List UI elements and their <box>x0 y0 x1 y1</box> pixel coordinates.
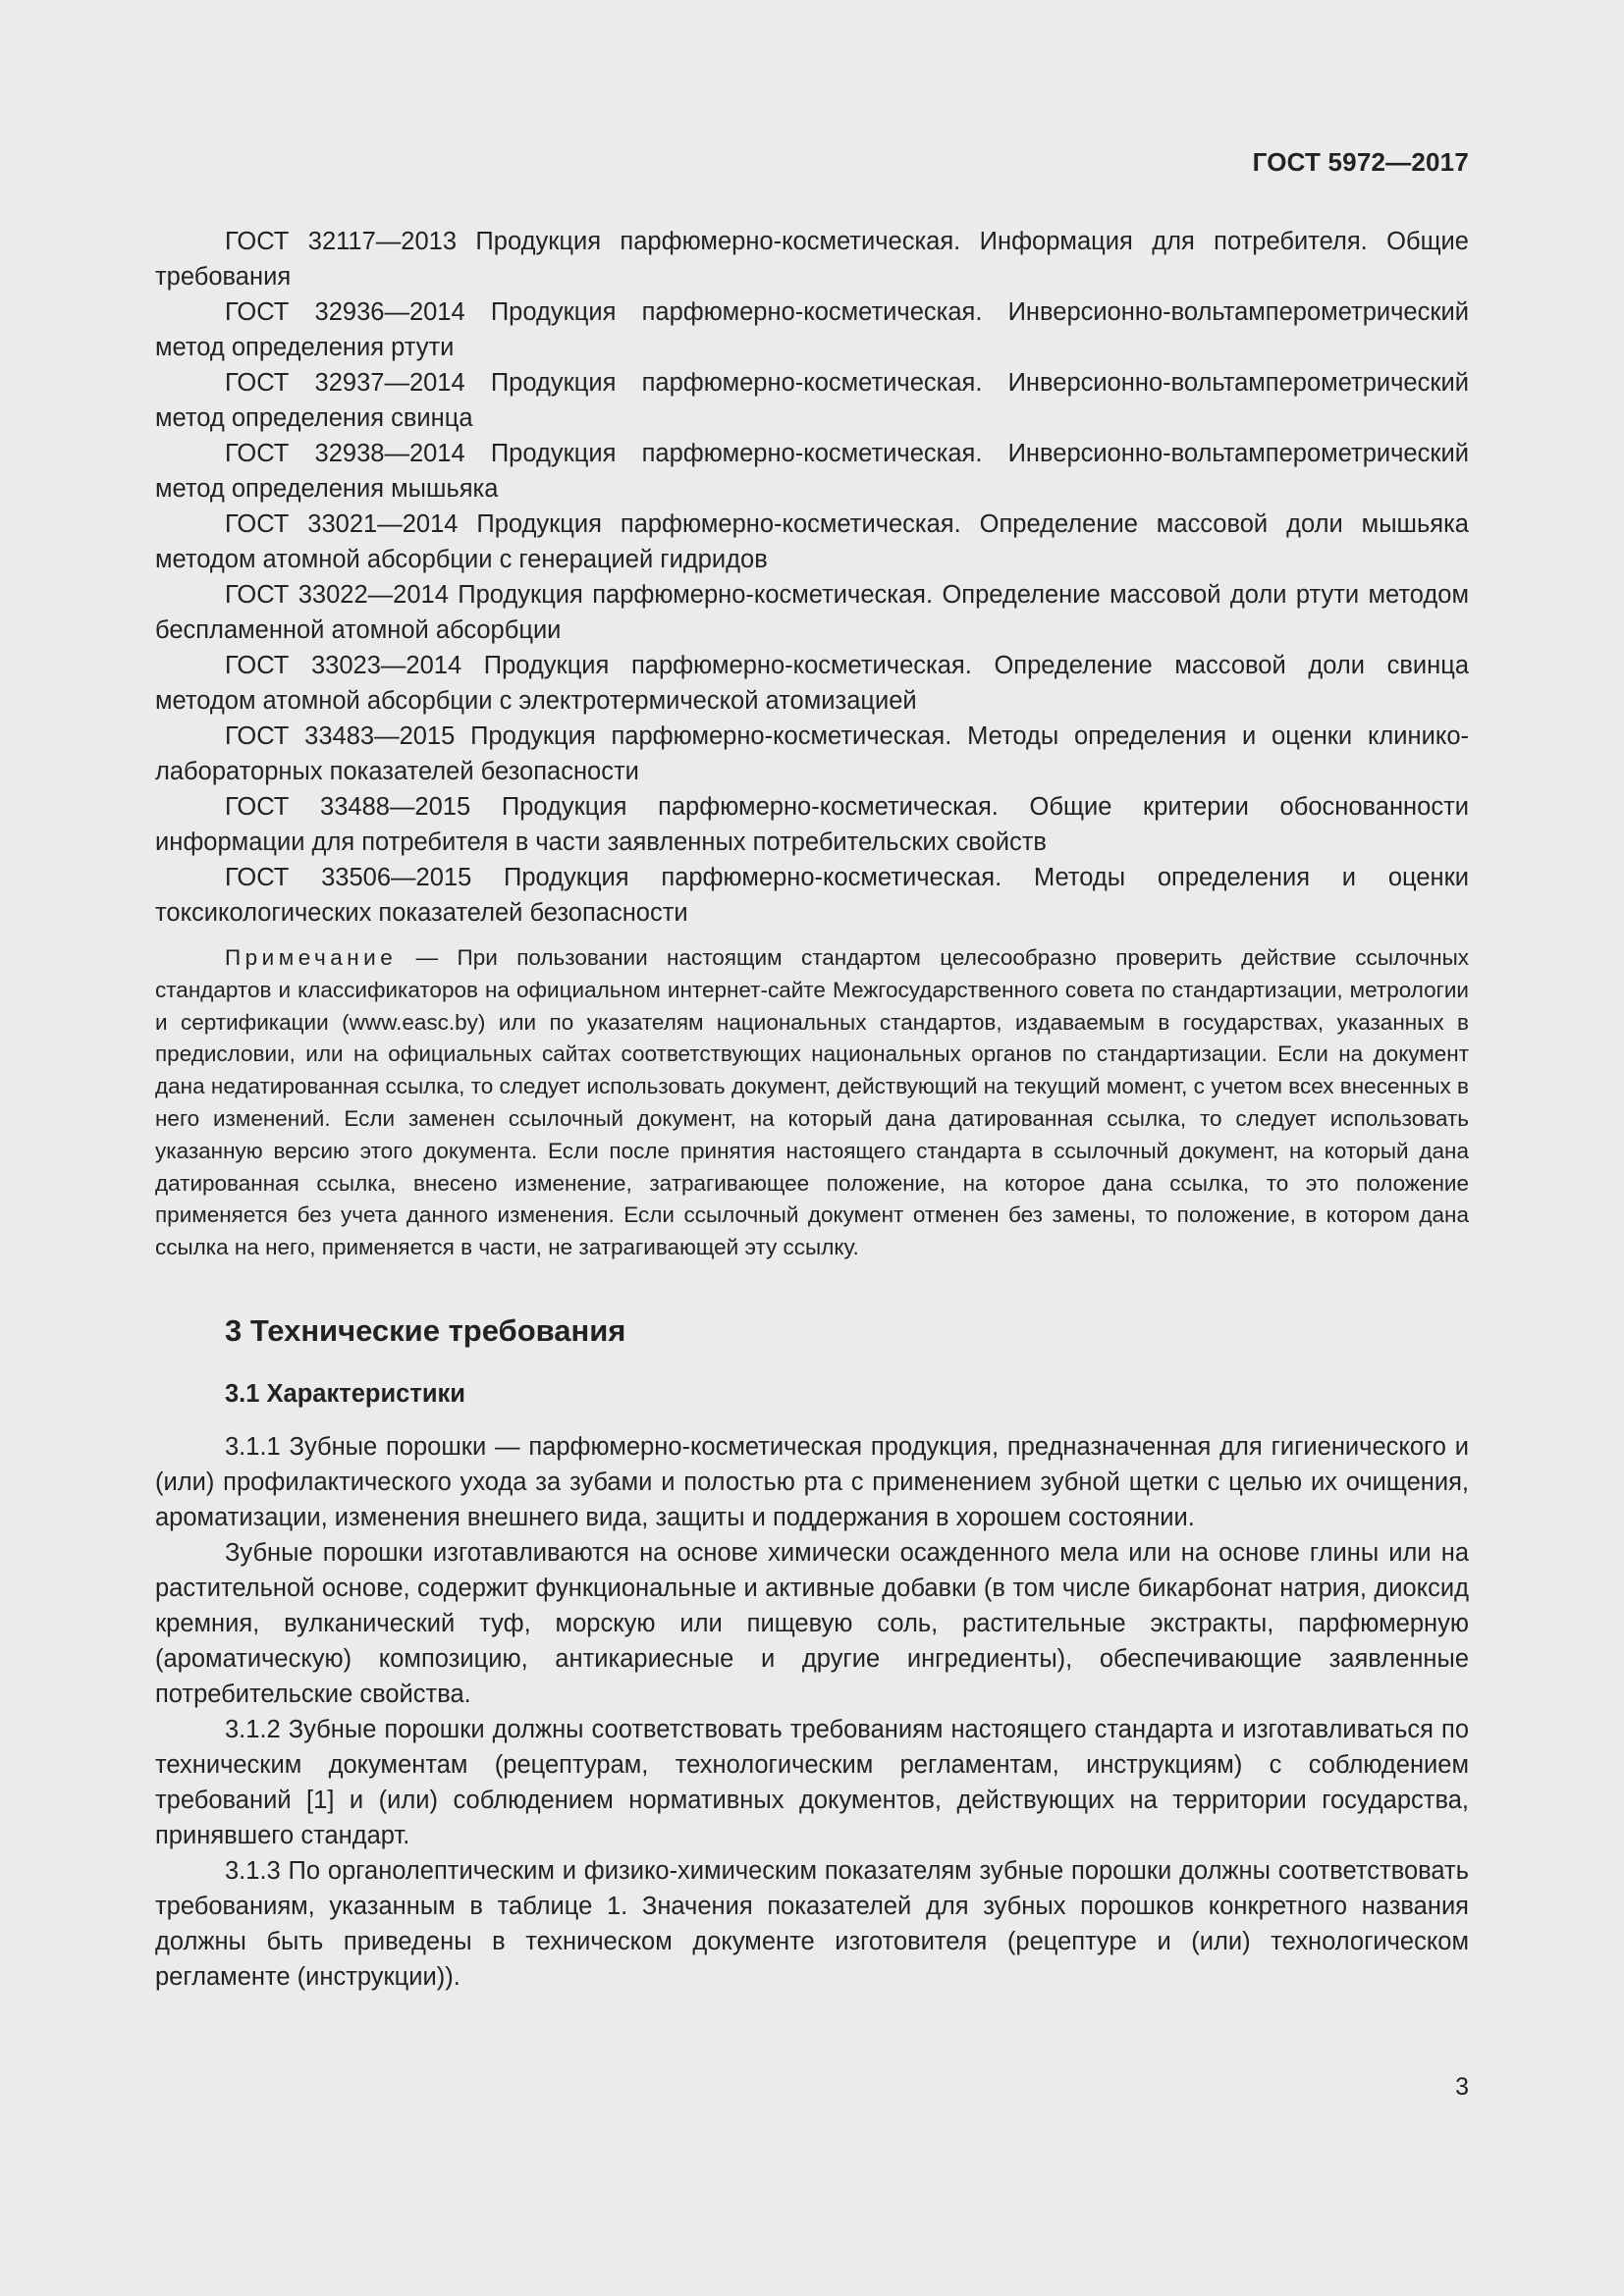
reference-item: ГОСТ 33021—2014 Продукция парфюмерно-косметическая. Определение массовой доли мышьяка методом атомной абсорбции с генерацией гидридов <box>155 510 1469 573</box>
reference-item: ГОСТ 32117—2013 Продукция парфюмерно-косметическая. Информация для потребителя. Общие требования <box>155 228 1469 291</box>
note-paragraph <box>155 942 1469 1264</box>
body-paragraph: 3.1.2 Зубные порошки должны соответствовать требованиям настоящего стандарта и изготавливаться по техническим документам (рецептурам, технологическим регламентам, инструкциям) с соблюдением требований [1] и (или) соблюдением нормативных документов, действующих на территории государства, принявшего стандарт. <box>155 1715 1469 1849</box>
reference-item: ГОСТ 32937—2014 Продукция парфюмерно-косметическая. Инверсионно-вольтамперометрический метод определения свинца <box>155 369 1469 432</box>
reference-item: ГОСТ 33488—2015 Продукция парфюмерно-косметическая. Общие критерии обоснованности информации для потребителя в части заявленных потребительских свойств <box>155 793 1469 856</box>
page-content <box>155 224 1469 1995</box>
note-label: Примечание <box>225 945 398 970</box>
reference-item: ГОСТ 33023—2014 Продукция парфюмерно-косметическая. Определение массовой доли свинца методом атомной абсорбции с электротермической атомизацией <box>155 652 1469 715</box>
normative-references-list <box>155 224 1469 931</box>
page-number: 3 <box>1455 2073 1469 2101</box>
note-text: — При пользовании настоящим стандартом целесообразно проверить действие ссылочных стандартов и классификаторов на официальном интернет-сайте Межгосударственного совета по стандартизации, метрологии и сертификации (www.easc.by) или по указателям национальных стандартов, издаваемым в государствах, указанных в предисловии, или на официальных сайтах соответствующих национальных органов по стандартизации. Если на документ дана недатированная ссылка, то следует использовать документ, действующий на текущий момент, с учетом всех внесенных в него изменений. Если заменен ссылочный документ, на который дана датированная ссылка, то следует использовать указанную версию этого документа. Если после принятия настоящего стандарта в ссылочный документ, на который дана датированная ссылка, внесено изменение, затрагивающее положение, на которое дана ссылка, то это положение применяется без учета данного изменения. Если ссылочный документ отменен без замены, то положение, в котором дана ссылка на него, применяется в части, не затрагивающей эту ссылку. <box>155 945 1469 1260</box>
reference-item: ГОСТ 32938—2014 Продукция парфюмерно-косметическая. Инверсионно-вольтамперометрический метод определения мышьяка <box>155 440 1469 503</box>
subsection-heading: 3.1 Характеристики <box>225 1379 465 1408</box>
reference-item: ГОСТ 33022—2014 Продукция парфюмерно-косметическая. Определение массовой доли ртути методом беспламенной атомной абсорбции <box>155 581 1469 644</box>
reference-item: ГОСТ 33483—2015 Продукция парфюмерно-косметическая. Методы определения и оценки клинико-лабораторных показателей безопасности <box>155 722 1469 785</box>
section-heading: 3 Технические требования <box>225 1312 626 1348</box>
reference-item: ГОСТ 33506—2015 Продукция парфюмерно-косметическая. Методы определения и оценки токсикологических показателей безопасности <box>155 864 1469 927</box>
document-header: ГОСТ 5972—2017 <box>1252 147 1469 177</box>
body-paragraph: 3.1.1 Зубные порошки — парфюмерно-косметическая продукция, предназначенная для гигиенического и (или) профилактического ухода за зубами и полостью рта с применением зубной щетки с целью их очищения, ароматизации, изменения внешнего вида, защиты и поддержания в хорошем состоянии. <box>155 1432 1469 1531</box>
reference-item: ГОСТ 32936—2014 Продукция парфюмерно-косметическая. Инверсионно-вольтамперометрический метод определения ртути <box>155 298 1469 361</box>
section-body <box>155 1429 1469 1995</box>
body-paragraph: Зубные порошки изготавливаются на основе химически осажденного мела или на основе глины или на растительной основе, содержит функциональные и активные добавки (в том числе бикарбонат натрия, диоксид кремния, вулканический туф, морскую или пищевую соль, растительные экстракты, парфюмерную (ароматическую) композицию, антикариесные и другие ингредиенты), обеспечивающие заявленные потребительские свойства. <box>155 1538 1469 1708</box>
body-paragraph: 3.1.3 По органолептическим и физико-химическим показателям зубные порошки должны соответствовать требованиям, указанным в таблице 1. Значения показателей для зубных порошков конкретного названия должны быть приведены в техническом документе изготовителя (рецептуре и (или) технологическом регламенте (инструкции)). <box>155 1856 1469 1991</box>
